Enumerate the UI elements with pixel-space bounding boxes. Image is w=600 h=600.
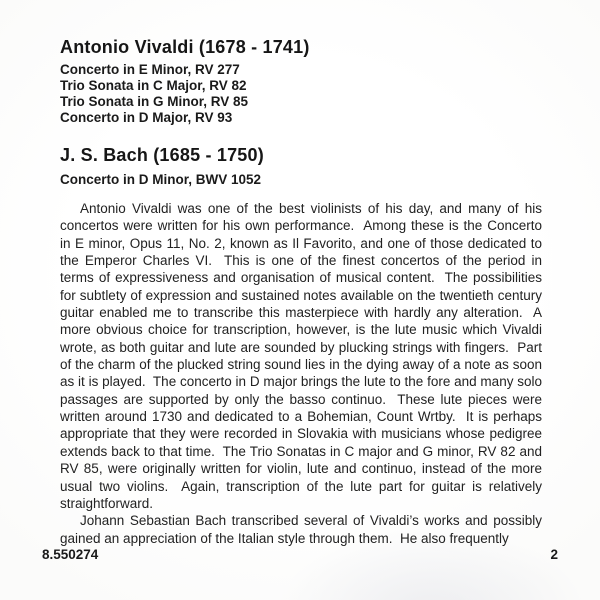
vivaldi-works-list [60, 62, 542, 126]
vivaldi-work-2: Trio Sonata in C Major, RV 82 [60, 78, 247, 93]
liner-notes [60, 200, 546, 547]
liner-notes-paragraph-1: Antonio Vivaldi was one of the best violinists of his day, and many of his concertos were written for his own performance. Among these is the Concerto in E minor, Opus 11, No. 2, known as Il Favorito, and one of those dedicated to the Emperor Charles VI. This is one of the finest concertos of the period in terms of expressiveness and organisation of musical content. The possibilities for subtlety of expression and sustained notes available on the twentieth century guitar enabled me to transcribe this masterpiece with hardly any alteration. A more obvious choice for transcription, however, is the lute music which Vivaldi wrote, as both guitar and lute are sounded by plucking strings with fingers. Part of the charm of the plucked string sound lies in the dying away of a note as soon as it is played. The concerto in D major brings the lute to the fore and many solo passages are supported by only the basso continuo. These lute pieces were written around 1730 and dedicated to a Bohemian, Count Wrtby. It is perhaps appropriate that they were recorded in Slovakia with musicians whose pedigree extends back to that time. The Trio Sonatas in C major and G minor, RV 82 and RV 85, were originally written for violin, lute and continuo, instead of the more usual two violins. Again, transcription of the lute part for guitar is relatively straightforward. [60, 201, 546, 511]
catalog-number: 8.550274 [42, 547, 99, 562]
vivaldi-work-1: Concerto in E Minor, RV 277 [60, 62, 240, 77]
vivaldi-work-4: Concerto in D Major, RV 93 [60, 110, 233, 125]
vivaldi-work-3: Trio Sonata in G Minor, RV 85 [60, 94, 249, 109]
bach-works-list [60, 172, 542, 188]
page-number: 2 [550, 547, 558, 562]
header-block [60, 37, 542, 188]
bach-title: J. S. Bach (1685 - 1750) [60, 145, 264, 165]
vivaldi-title: Antonio Vivaldi (1678 - 1741) [60, 37, 310, 57]
bach-work-1: Concerto in D Minor, BWV 1052 [60, 172, 262, 187]
page-footer [42, 547, 558, 563]
liner-notes-paragraph-2: Johann Sebastian Bach transcribed several of Vivaldi’s works and possibly gained an appreciation of the Italian style through them. He also frequently [60, 513, 546, 546]
